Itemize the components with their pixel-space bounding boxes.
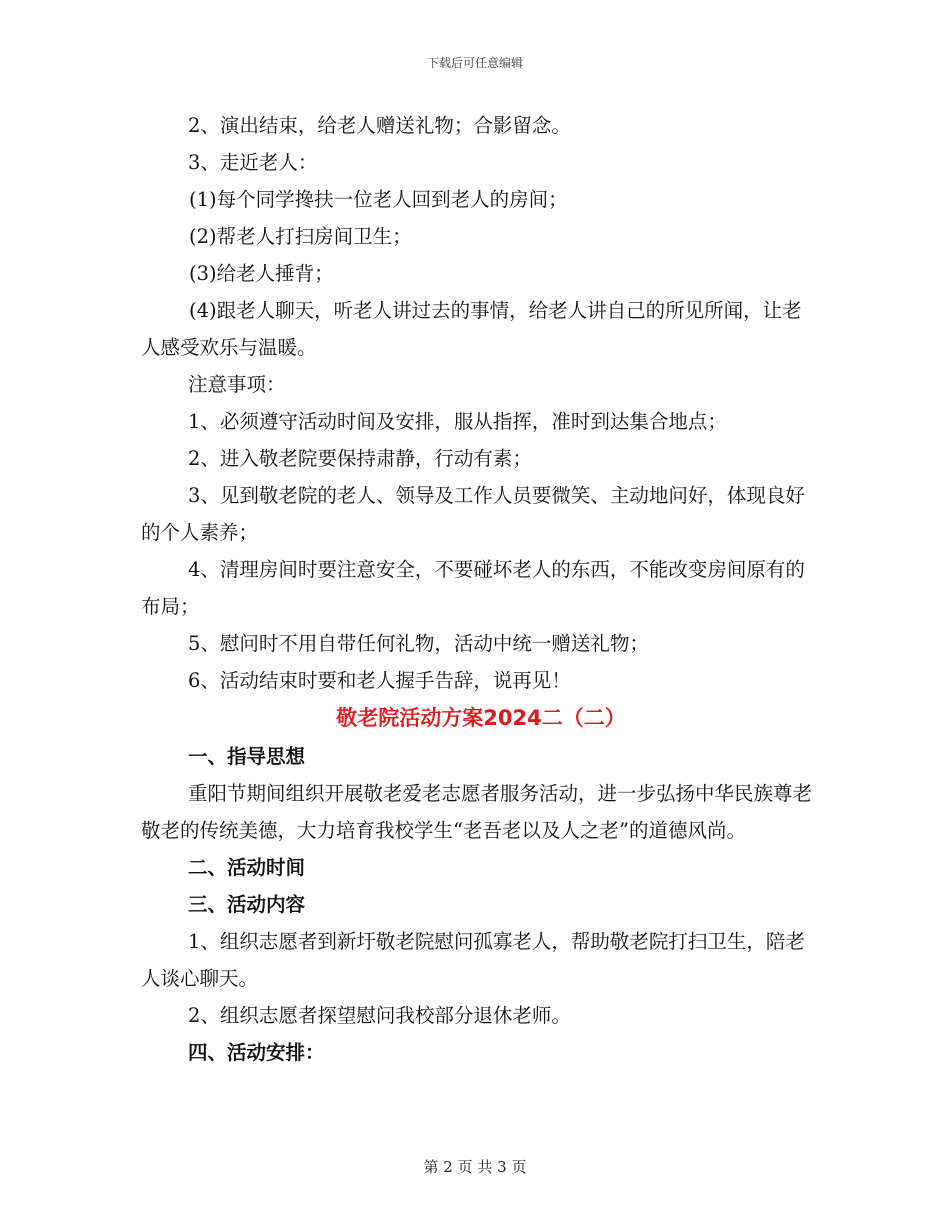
note-item-5: 5、慰问时不用自带任何礼物，活动中统一赠送礼物；	[188, 632, 649, 655]
note-item-6: 6、活动结束时要和老人握手告辞，说再见！	[188, 669, 571, 692]
section-text-guiding-thought: 重阳节期间组织开展敬老爱老志愿者服务活动，进一步弘扬中华民族尊老敬老的传统美德，大力培育我校学生“老吾老以及人之老”的道德风尚。	[141, 782, 813, 842]
page-header-note: 下载后可任意编辑	[426, 56, 523, 70]
note-item-4: 4、清理房间时要注意安全，不要碰坏老人的东西，不能改变房间原有的布局；	[141, 558, 805, 618]
section-heading-activity-content: 三、活动内容	[188, 893, 306, 916]
note-item-1: 1、必须遵守活动时间及安排，服从指挥，准时到达集合地点；	[188, 410, 727, 433]
section-heading-arrangement: 四、活动安排：	[188, 1041, 325, 1064]
list-item-chat: (4)跟老人聊天，听老人讲过去的事情，给老人讲自己的所见所闻，让老人感受欢乐与温暖。	[141, 299, 802, 359]
activity-content-item-2: 2、组织志愿者探望慰问我校部分退休老师。	[188, 1004, 571, 1027]
document-body	[141, 107, 821, 1071]
note-item-2: 2、进入敬老院要保持肃静，行动有素；	[188, 447, 532, 470]
notes-heading: 注意事项：	[188, 373, 286, 396]
list-item-massage: (3)给老人捶背；	[189, 262, 334, 285]
page-number-footer: 第 2 页 共 3 页	[423, 1158, 527, 1176]
list-item-clean: (2)帮老人打扫房间卫生；	[189, 225, 412, 248]
note-item-3: 3、见到敬老院的老人、领导及工作人员要微笑、主动地问好，体现良好的个人素养；	[141, 484, 805, 544]
paragraph-performance-end: 2、演出结束，给老人赠送礼物；合影留念。	[188, 114, 571, 137]
section-heading-activity-time: 二、活动时间	[188, 856, 306, 879]
section-heading-guiding-thought: 一、指导思想	[188, 745, 306, 768]
activity-content-item-1: 1、组织志愿者到新圩敬老院慰问孤寡老人，帮助敬老院打扫卫生，陪老人谈心聊天。	[141, 930, 805, 990]
list-item-escort: (1)每个同学搀扶一位老人回到老人的房间；	[189, 188, 568, 211]
document-title: 敬老院活动方案2024二（二）	[336, 706, 626, 730]
paragraph-approach-elders: 3、走近老人：	[188, 151, 318, 174]
